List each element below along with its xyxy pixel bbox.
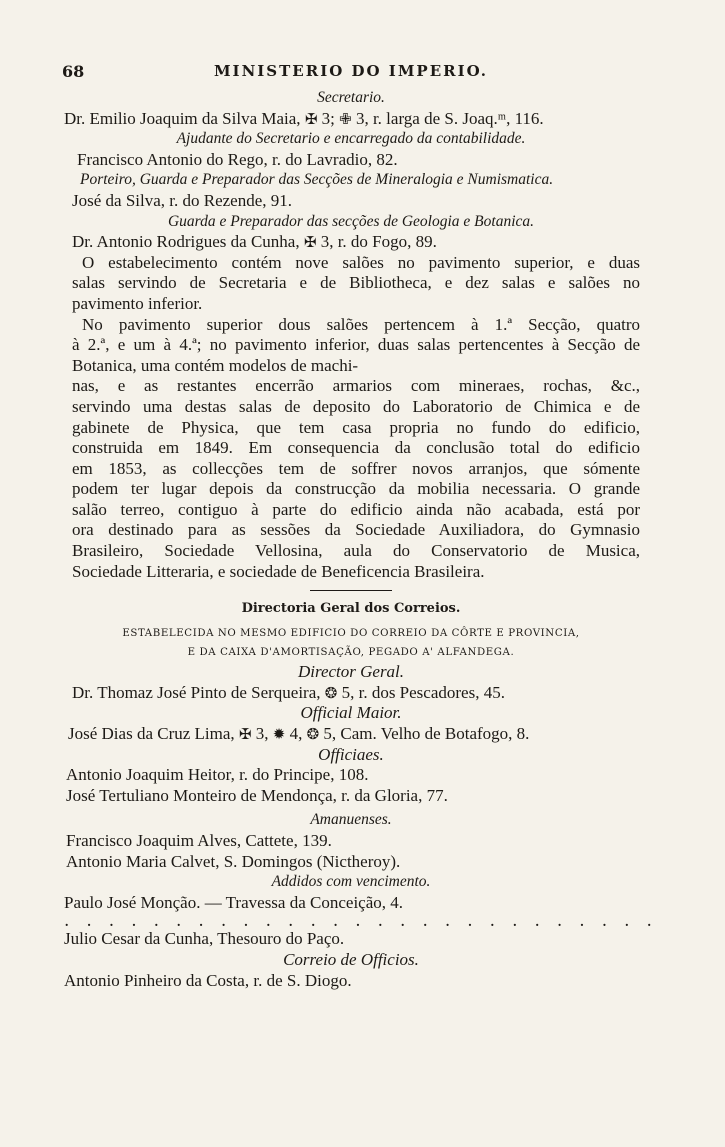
heading-secretario: Secretario. [317, 89, 385, 106]
order-rose-icon: ✹ [272, 725, 286, 744]
heading-porteiro: Porteiro, Guarda e Preparador das Secções de Mineralogia e Numismatica. [80, 171, 554, 189]
document-page [62, 62, 669, 991]
heading-director: Director Geral. [297, 662, 405, 682]
entry-official-maior: José Dias da Cruz Lima, ✠ 3, ✹ 4, ❂ 5, Cam. Velho de Botafogo, 8. [68, 724, 530, 744]
order-star-icon: ❂ [306, 725, 320, 744]
section-title-correios: Directoria Geral dos Correios. [241, 601, 461, 617]
paragraph-establishment: O estabelecimento contém nove salões no pavimento superior, e duas salas servindo de Secretaria e de Bibliotheca, e dez salas e salões no pavimento inferior. [72, 252, 640, 313]
entry-guarda: Dr. Antonio Rodrigues da Cunha, ✠ 3, r. do Fogo, 89. [72, 232, 437, 252]
heading-correio-officios: Correio de Officios. [283, 949, 419, 969]
entry-correio-officios: Antonio Pinheiro da Costa, r. de S. Diogo. [64, 970, 352, 990]
page-header [62, 62, 640, 88]
ellipsis-row: ........................... [64, 911, 669, 932]
entry-amanuense: Francisco Joaquim Alves, Cattete, 139. [66, 831, 332, 850]
section-subtitle-line-2: E DA CAIXA D'AMORTISAÇÃO, PEGADO A' ALFANDEGA. [187, 647, 515, 659]
order-rose-icon: ✙ [339, 109, 352, 128]
entry-amanuense: Antonio Maria Calvet, S. Domingos (Nictheroy). [66, 851, 401, 871]
entry-director: Dr. Thomaz José Pinto de Serqueira, ❂ 5, r. dos Pescadores, 45. [72, 682, 505, 702]
heading-guarda: Guarda e Preparador das secções de Geologia e Botanica. [167, 212, 535, 230]
entry-julio: Julio Cesar da Cunha, Thesouro do Paço. [64, 929, 345, 949]
section-divider [310, 590, 392, 591]
heading-amanuenses: Amanuenses. [310, 811, 392, 829]
entry-addido: Paulo José Monção. — Travessa da Conceição, 4. [64, 892, 404, 912]
order-cross-icon: ✠ [238, 725, 252, 744]
section-subtitle-line-1: ESTABELECIDA NO MESMO EDIFICIO DO CORREIO DA CÔRTE E PROVINCIA, [122, 628, 580, 640]
entry-porteiro: José da Silva, r. do Rezende, 91. [72, 190, 293, 210]
order-star-icon: ❂ [324, 683, 338, 702]
entry-ajudante: Francisco Antonio do Rego, r. do Lavradio, 82. [77, 149, 398, 169]
heading-officiaes: Officiaes. [318, 744, 384, 764]
entry-official: Antonio Joaquim Heitor, r. do Principe, 108. [66, 765, 369, 785]
heading-addidos: Addidos com vencimento. [271, 873, 431, 891]
heading-official-maior: Official Maior. [300, 703, 402, 723]
order-cross-icon: ✠ [303, 233, 317, 252]
paragraph-pavimentos: No pavimento superior dous salões pertencem à 1.ª Secção, quatro à 2.ª, e um à 4.ª; no pavimento inferior, duas salas pertencentes à Secção de Botanica, uma contém modelos de machi- nas, e as restantes encerrão armarios com mineraes, rochas, &c., servindo uma destas salas de deposito do Laboratorio de Chimica e de gabinete de Physica, que tem casa propria no fundo do edificio, construida em 1849. Em consequencia da conclusão total do edificio em 1853, as collecções tem de soffrer novos arranjos, que sómente podem ter lugar depois da construcção da mobilia necessaria. O grande salão terreo, contiguo à parte do edificio ainda não acabada, está por ora destinado para as sessões da Sociedade Auxiliadora, do Gymnasio Brasileiro, Sociedade Vellosina, aula do Conservatorio de Musica, Sociedade Litteraria, e sociedade de Beneficencia Brasileira. [72, 314, 640, 581]
entry-official: José Tertuliano Monteiro de Mendonça, r. da Gloria, 77. [66, 785, 448, 805]
heading-ajudante: Ajudante do Secretario e encarregado da contabilidade. [176, 130, 526, 148]
entry-secretario: Dr. Emilio Joaquim da Silva Maia, ✠ 3; ✙ 3, r. larga de S. Joaq.ᵐ, 116. [64, 108, 544, 128]
page-number: 68 [62, 62, 85, 81]
order-cross-icon: ✠ [304, 109, 318, 128]
running-title: MINISTERIO DO IMPERIO. [213, 62, 489, 80]
